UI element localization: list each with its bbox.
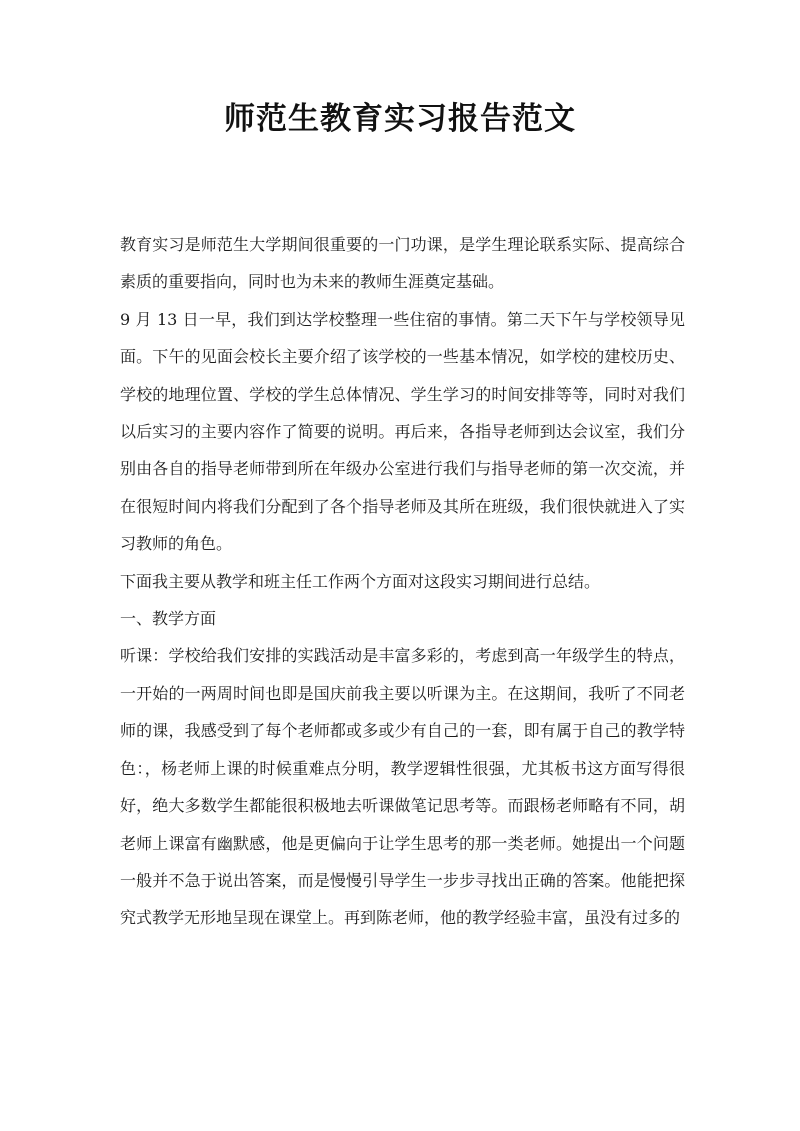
- paragraph-arrival: 9 月 13 日一早，我们到达学校整理一些住宿的事情。第二天下午与学校领导见面。下午的见面会校长主要介绍了该学校的一些基本情况，如学校的建校历史、学校的地理位置、学校的学生总体情况、学生学习的时间安排等等，同时对我们以后实习的主要内容作了简要的说明。再后来，各指导老师到达会议室，我们分别由各自的指导老师带到所在年级办公室进行我们与指导老师的第一次交流，并在很短时间内将我们分配到了各个指导老师及其所在班级，我们很快就进入了实习教师的角色。: [120, 309, 685, 554]
- paragraph-lesson-observation: 听课：学校给我们安排的实践活动是丰富多彩的，考虑到高一年级学生的特点，一开始的一两周时间也即是国庆前我主要以听课为主。在这期间，我听了不同老师的课，我感受到了每个老师都或多或少有自己的一套，即有属于自己的教学特色：，杨老师上课的时候重难点分明，教学逻辑性很强，尤其板书这方面写得很好，绝大多数学生都能很积极地去听课做笔记思考等。而跟杨老师略有不同，胡老师上课富有幽默感，他是更偏向于让学生思考的那一类老师。她提出一个问题一般并不急于说出答案，而是慢慢引导学生一步步寻找出正确的答案。他能把探究式教学无形地呈现在课堂上。再到陈老师，他的教学经验丰富，虽没有过多的: [120, 646, 685, 928]
- document-body: [120, 226, 685, 937]
- paragraph-intro: 教育实习是师范生大学期间很重要的一门功课，是学生理论联系实际、提高综合素质的重要指向，同时也为未来的教师生涯奠定基础。: [120, 235, 685, 292]
- section-heading-teaching: 一、教学方面: [120, 609, 217, 629]
- document-title: 师范生教育实习报告范文: [224, 101, 576, 137]
- paragraph-summary-intro: 下面我主要从教学和班主任工作两个方面对这段实习期间进行总结。: [120, 571, 601, 591]
